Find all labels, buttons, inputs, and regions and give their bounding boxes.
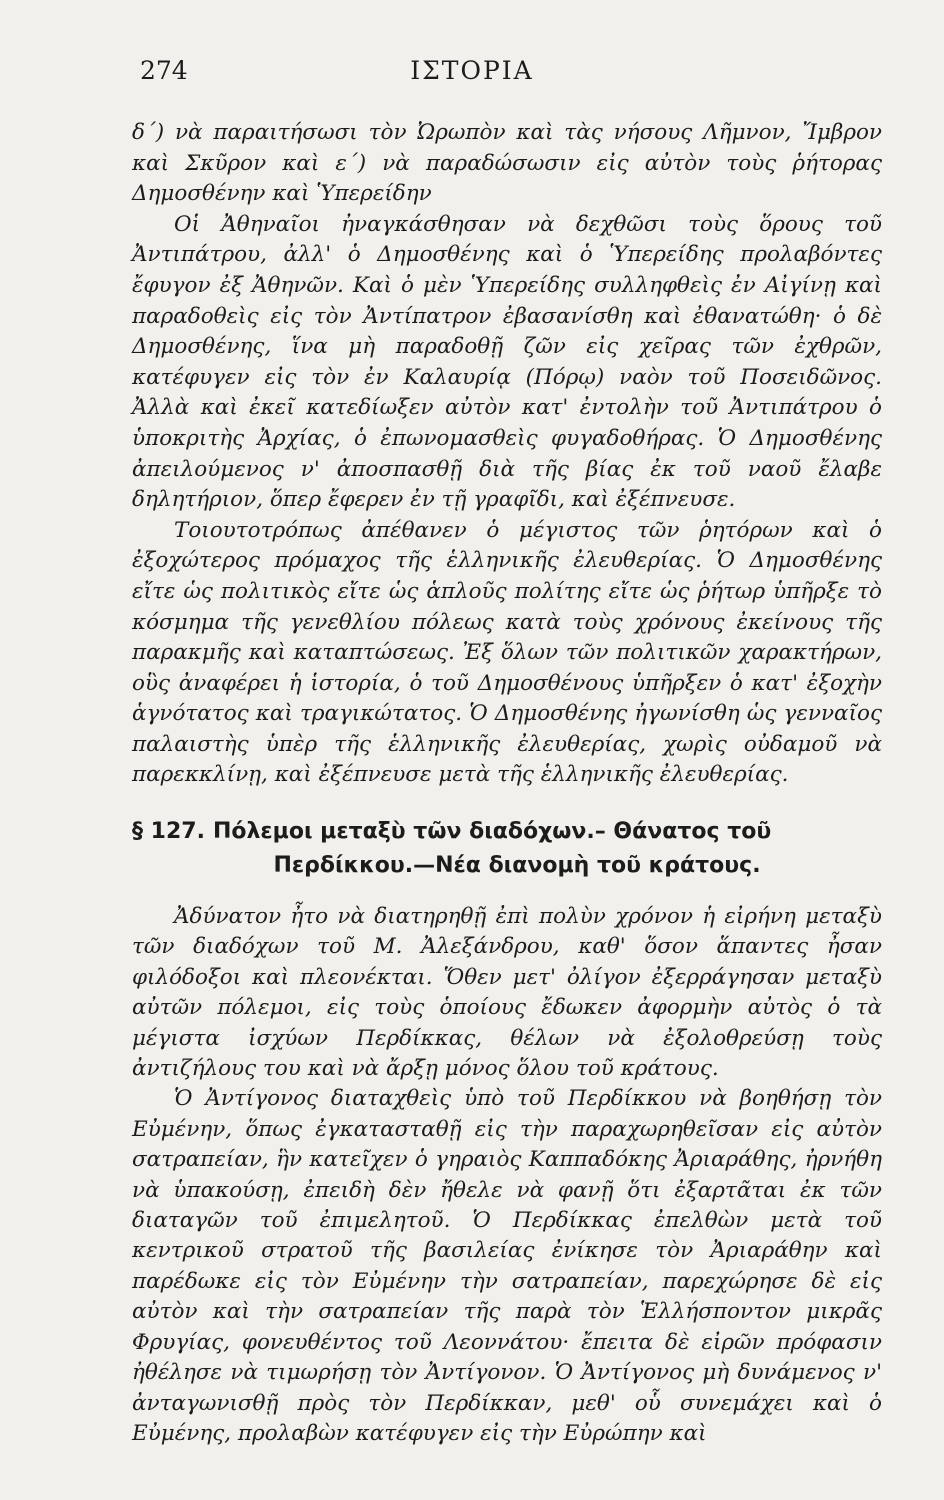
section-title-line2: Περδίκκου.—Νέα διανομὴ τοῦ κράτους. bbox=[273, 853, 761, 878]
section-number: § 127. bbox=[132, 819, 205, 844]
section-heading bbox=[132, 815, 882, 883]
text-block-lower bbox=[132, 902, 882, 1449]
paragraph: Ὁ Ἀντίγονος διαταχθεὶς ὑπὸ τοῦ Περδίκκου νὰ βοηθήσῃ τὸν Εὐμένην, ὅπως ἐγκατασταθῇ εἰς τὴν παραχωρηθεῖσαν εἰς αὐτὸν σατραπείαν, ἣν κατεῖχεν ὁ γηραιὸς Καππαδόκης Ἀριαράθης, ἠρνήθη νὰ ὑπακούσῃ, ἐπειδὴ δὲν ἤθελε νὰ φανῇ ὅτι ἐξαρτᾶται ἐκ τῶν διαταγῶν τοῦ ἐπιμελητοῦ. Ὁ Περδίκκας ἐπελθὼν μετὰ τοῦ κεντρικοῦ στρατοῦ τῆς βασιλείας ἐνίκησε τὸν Ἀριαράθην καὶ παρέδωκε εἰς τὸν Εὐμένην τὴν σατραπείαν, παρεχώρησε δὲ εἰς αὐτὸν καὶ τὴν σατραπείαν τῆς παρὰ τὸν Ἑλλήσποντον μικρᾶς Φρυγίας, φονευθέντος τοῦ Λεοννάτου· ἔπειτα δὲ εἰρῶν πρόφασιν ἠθέλησε νὰ τιμωρήσῃ τὸν Ἀντίγονον. Ὁ Ἀντίγονος μὴ δυνάμενος ν' ἀνταγωνισθῇ πρὸς τὸν Περδίκκαν, μεθ' οὗ συνεμάχει καὶ ὁ Εὐμένης, προλαβὼν κατέφυγεν εἰς τὴν Εὐρώπην καὶ bbox=[132, 1086, 882, 1446]
section-title-line1: Πόλεμοι μεταξὺ τῶν διαδόχων.– Θάνατος τοῦ bbox=[212, 819, 772, 844]
page-header bbox=[0, 56, 944, 96]
text-block-upper bbox=[132, 118, 882, 791]
page-number: 274 bbox=[140, 56, 188, 85]
paragraph: Οἱ Ἀθηναῖοι ἠναγκάσθησαν νὰ δεχθῶσι τοὺς ὅρους τοῦ Ἀντιπάτρου, ἀλλ' ὁ Δημοσθένης καὶ ὁ Ὑπερείδης προλαβόντες ἔφυγον ἐξ Ἀθηνῶν. Καὶ ὁ μὲν Ὑπερείδης συλληφθεὶς ἐν Αἰγίνῃ καὶ παραδοθεὶς εἰς τὸν Ἀντίπατρον ἐβασανίσθη καὶ ἐθανατώθη· ὁ δὲ Δημοσθένης, ἵνα μὴ παραδοθῇ ζῶν εἰς χεῖρας τῶν ἐχθρῶν, κατέφυγεν εἰς τὸν ἐν Καλαυρίᾳ (Πόρῳ) ναὸν τοῦ Ποσειδῶνος. Ἀλλὰ καὶ ἐκεῖ κατεδίωξεν αὐτὸν κατ' ἐντολὴν τοῦ Ἀντιπάτρου ὁ ὑποκριτὴς Ἀρχίας, ὁ ἐπωνομασθεὶς φυγαδοθήρας. Ὁ Δημοσθένης ἀπειλούμενος ν' ἀποσπασθῇ διὰ τῆς βίας ἐκ τοῦ ναοῦ ἔλαβε δηλητήριον, ὅπερ ἔφερεν ἐν τῇ γραφῖδι, καὶ ἐξέπνευσε. bbox=[132, 211, 882, 513]
paragraph: δ΄) νὰ παραιτήσωσι τὸν Ὠρωπὸν καὶ τὰς νήσους Λῆμνον, Ἴμβρον καὶ Σκῦρον καὶ ε΄) νὰ παραδώσωσιν εἰς αὐτὸν τοὺς ῥήτορας Δημοσθένην καὶ Ὑπερείδην bbox=[132, 120, 882, 207]
paragraph: Ἀδύνατον ἦτο νὰ διατηρηθῇ ἐπὶ πολὺν χρόνον ἡ εἰρήνη μεταξὺ τῶν διαδόχων τοῦ Μ. Ἀλεξάνδρου, καθ' ὅσον ἅπαντες ἦσαν φιλόδοξοι καὶ πλεονέκται. Ὅθεν μετ' ὀλίγον ἐξερράγησαν μεταξὺ αὐτῶν πόλεμοι, εἰς τοὺς ὁποίους ἔδωκεν ἀφορμὴν αὐτὸς ὁ τὰ μέγιστα ἰσχύων Περδίκκας, θέλων νὰ ἐξολοθρεύσῃ τοὺς ἀντιζήλους του καὶ νὰ ἄρξῃ μόνος ὅλου τοῦ κράτους. bbox=[132, 904, 882, 1082]
paragraph: Τοιουτοτρόπως ἀπέθανεν ὁ μέγιστος τῶν ῥητόρων καὶ ὁ ἐξοχώτερος πρόμαχος τῆς ἑλληνικῆς ἐλευθερίας. Ὁ Δημοσθένης εἴτε ὡς πολιτικὸς εἴτε ὡς ἁπλοῦς πολίτης εἴτε ὡς ῥήτωρ ὑπῆρξε τὸ κόσμημα τῆς γενεθλίου πόλεως κατὰ τοὺς χρόνους ἐκείνους τῆς παρακμῆς καὶ καταπτώσεως. Ἐξ ὅλων τῶν πολιτικῶν χαρακτήρων, οὓς ἀναφέρει ἡ ἱστορία, ὁ τοῦ Δημοσθένους ὑπῆρξεν ὁ κατ' ἐξοχὴν ἁγνότατος καὶ τραγικώτατος. Ὁ Δημοσθένης ἠγωνίσθη ὡς γενναῖος παλαιστὴς ὑπὲρ τῆς ἑλληνικῆς ἐλευθερίας, χωρὶς οὐδαμοῦ νὰ παρεκκλίνῃ, καὶ ἐξέπνευσε μετὰ τῆς ἑλληνικῆς ἐλευθερίας. bbox=[132, 517, 882, 788]
running-head: ΙΣΤΟΡΙΑ bbox=[410, 56, 534, 85]
section-heading-line1 bbox=[132, 815, 882, 849]
